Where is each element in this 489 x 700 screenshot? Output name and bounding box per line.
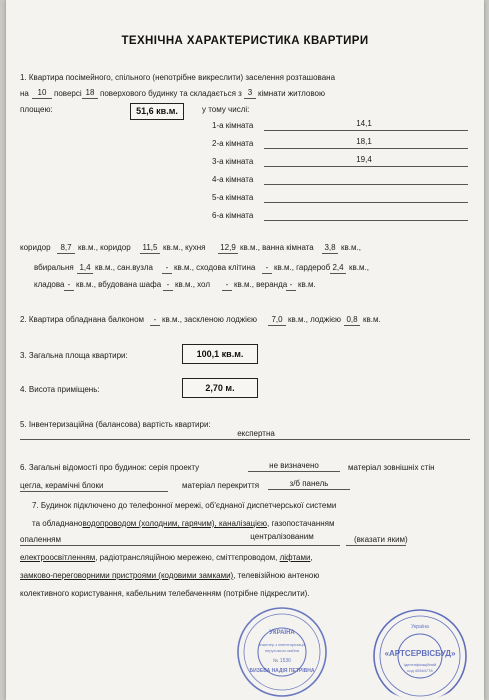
s7-line6: колективного користування, кабельним телебаченням (потрібне підкреслити). [20,589,310,598]
svg-text:БИЗЕВА НАДІЯ ПЕТРІВНА: БИЗЕВА НАДІЯ ПЕТРІВНА [249,668,315,674]
s7-line2: та обладнановодопроводом (холодним, гарячим), каналізацією, газопостачанням [32,519,335,528]
room-1-value: 14,1 [356,119,372,128]
svg-text:код 40564778: код 40564778 [407,668,433,673]
total-area-label: 3. Загальна площа квартири: [20,351,128,360]
s1-line2-end: кімнати житловою [258,89,325,98]
document-page: ТЕХНІЧНА ХАРАКТЕРИСТИКА КВАРТИРИ 1. Квартира посімейного, спільного (непотрібне викреслити) заселення розташована на 10 поверсі 18 поверхового будинку та складається з 3 кімнати житловою площею: 51,6 кв.м. у тому числі: 1-а кімната 14,1 2-а кімната 18,1 3-а кімната 19,4 4-а кімната 5-а кімната 6-а кімната коридор 8,7 кв.м., коридор 11,5 кв.м., кухня 12,9 кв.м., ванна кімната 3,8 кв.м., вбиральня 1,4 кв.м., сан.вузла - кв.м., сходова клітина - кв.м., гардероб 2,4 кв.м., кладова - кв.м., вбудована шафа - кв.м., хол - кв.м., веранда - кв.м. 2. Квартира обладнана балконом - кв.м., заскленою лоджією 7,0 кв.м., лоджією 0,8 кв.м. 3. Загальна площа квартири: 100,1 кв.м. 4. Висота приміщень: 2,70 м. 5. Інвентеризаційна (балансова) вартість квартири: експертна 6. Загальні відомості про будинок: серія проекту не визначено матеріал зовнішніх стін цегла, керамічні блоки матеріал перекриття з/б панель 7. Будинок підключено до телефонної мережі, об'єднаної диспетчерської системи та обладнановодопроводом (холодним, гарячим), каналізацією, газопостачанням опаленням централізованим (вказати яким) електроосвітленням, радіотрансляційною мережею, сміттєпроводом, ліфтами, замково-переговорними пристроями (кодовими замками), телевізійною антеною колективного користування, кабельним телебаченням (потрібне підкреслити). УКРАЇНА Інженер з інвентаризації нерухомого майна № 1536 БИЗЕВА НАДІЯ ПЕТРІВНА Україна «АРТСЕРВІСБУД» Ідентифікаційний код 40564778 [6,0,484,700]
heating-value: централізованим [250,532,314,541]
room-3-value: 19,4 [356,155,372,164]
room-4-label: 4-а кімната [212,175,254,184]
s6-label: 6. Загальні відомості про будинок: серія проекту [20,463,200,472]
height-label: 4. Висота приміщень: [20,385,100,394]
svg-text:Інженер з інвентаризації: Інженер з інвентаризації [259,642,305,647]
floors-total-value: 18 [85,88,95,97]
room-6-label: 6-а кімната [212,211,254,220]
slab-label: матеріал перекриття [182,481,260,490]
s1-na: на [20,89,29,98]
slab-value: з/б панель [289,479,329,488]
room-5-label: 5-а кімната [212,193,254,202]
svg-text:№ 1536: № 1536 [273,658,291,664]
svg-text:нерухомого майна: нерухомого майна [264,648,300,653]
s1-line1: 1. Квартира посімейного, спільного (непотрібне викреслити) заселення розташована [20,73,336,82]
walls-value: цегла, керамічні блоки [20,481,104,490]
rooms-count-value: 3 [247,88,253,97]
living-area-box: 51,6 кв.м. [130,103,184,120]
s7-line1: 7. Будинок підключено до телефонної мережі, об'єднаної диспетчерської системи [32,501,337,510]
room-1-label: 1-а кімната [212,121,254,130]
value-field: експертна [237,429,275,438]
s7-heating-label: опаленням [20,535,62,544]
room-3-label: 3-а кімната [212,157,254,166]
svg-text:Ідентифікаційний: Ідентифікаційний [403,662,437,667]
inspector-stamp [236,604,328,700]
company-stamp [366,606,474,700]
s7-line4: електроосвітленням, радіотрансляційною мережею, сміттєпроводом, ліфтами, [20,553,313,562]
s7-line5: замково-переговорними пристроями (кодовими замками), телевізійною антеною [20,571,320,580]
svg-text:УКРАЇНА: УКРАЇНА [269,630,295,636]
s1-line2-mid: поверхового будинку та складається з [100,89,242,98]
document-title: ТЕХНІЧНА ХАРАКТЕРИСТИКА КВАРТИРИ [121,35,369,47]
svg-text:Україна: Україна [411,624,429,630]
area-label: площею: [20,105,53,114]
svg-text:«АРТСЕРВІСБУД»: «АРТСЕРВІСБУД» [384,649,456,658]
height-box: 2,70 м. [182,378,258,398]
total-area-box: 100,1 кв.м. [182,344,258,364]
s1-povertsi: поверсі [54,89,82,98]
incl-label: у тому числі: [202,105,250,114]
s7-heating-note: (вказати яким) [354,535,408,544]
room-2-value: 18,1 [356,137,372,146]
room-2-label: 2-а кімната [212,139,254,148]
series-value: не визначено [269,461,319,470]
value-label: 5. Інвентеризаційна (балансова) вартість квартири: [20,420,211,429]
floor-value: 10 [37,88,47,97]
walls-label: матеріал зовнішніх стін [348,463,435,472]
